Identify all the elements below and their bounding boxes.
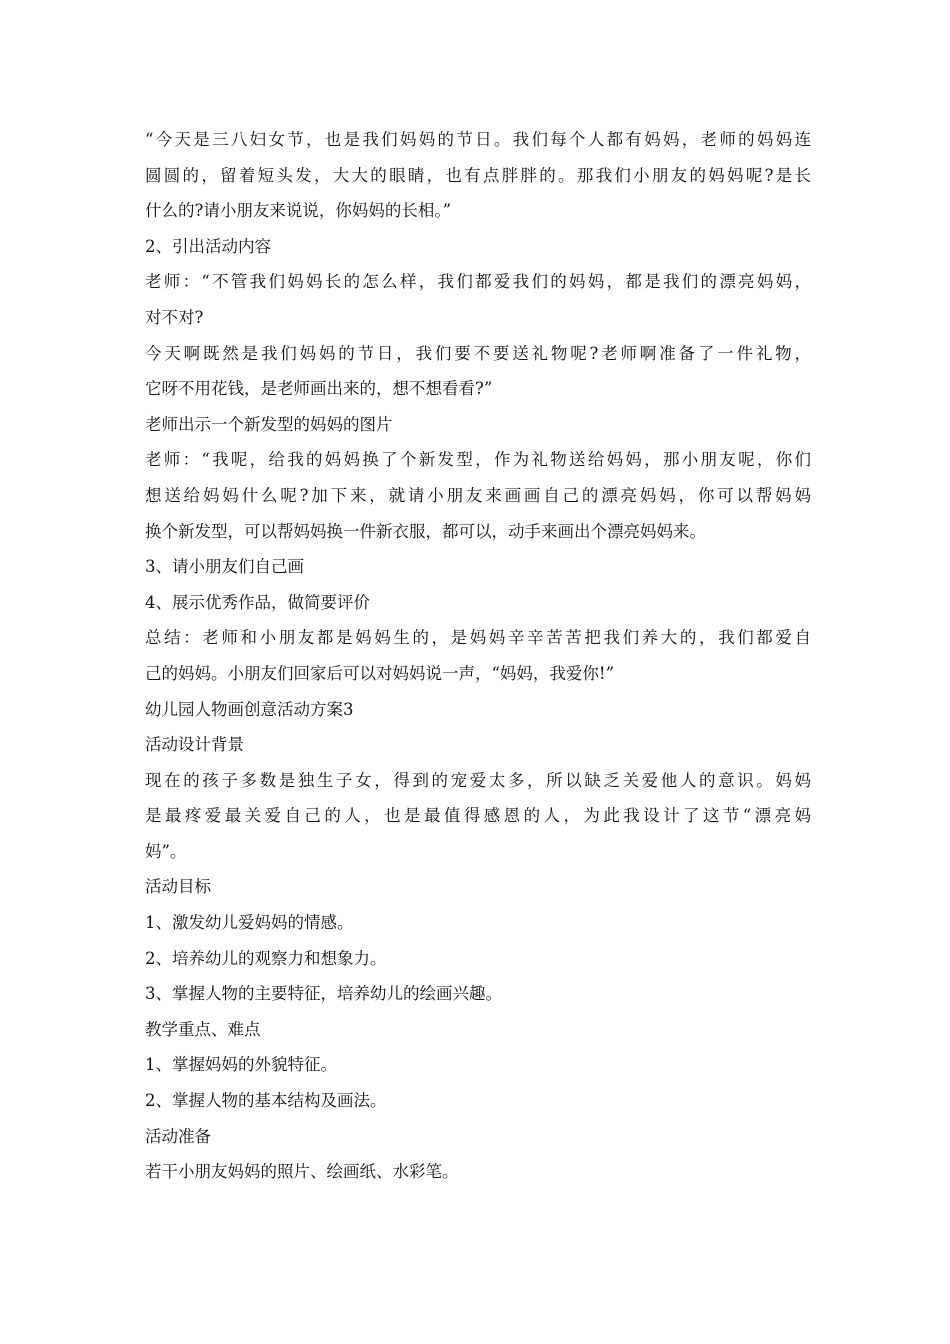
- text-line: 想送给妈妈什么呢?加下来，就请小朋友来画画自己的漂亮妈妈，你可以帮妈妈: [145, 485, 811, 505]
- text-line: 幼儿园人物画创意活动方案3: [145, 699, 354, 719]
- text-line: 换个新发型，可以帮妈妈换一件新衣服，都可以，动手来画出个漂亮妈妈来。: [145, 521, 706, 541]
- text-line: 1、激发幼儿爱妈妈的情感。: [145, 913, 354, 933]
- text-line: 2、引出活动内容: [145, 236, 271, 256]
- text-line: 圆圆的，留着短头发，大大的眼睛，也有点胖胖的。那我们小朋友的妈妈呢?是长: [145, 165, 811, 185]
- text-line: 活动设计背景: [145, 735, 244, 755]
- text-line: 对不对?: [145, 307, 204, 327]
- text-line: 今天啊既然是我们妈妈的节日，我们要不要送礼物呢?老师啊准备了一件礼物，: [145, 343, 811, 363]
- text-line: 老师：“我呢，给我的妈妈换了个新发型，作为礼物送给妈妈，那小朋友呢，你们: [145, 450, 811, 470]
- text-line: “今天是三八妇女节，也是我们妈妈的节日。我们每个人都有妈妈，老师的妈妈连: [145, 130, 811, 149]
- text-line: 它呀不用花钱，是老师画出来的，想不想看看?”: [145, 379, 493, 399]
- text-line: 2、培养幼儿的观察力和想象力。: [145, 948, 387, 968]
- document-page: [145, 122, 811, 1190]
- text-line: 活动准备: [145, 1126, 211, 1146]
- text-line: 总结：老师和小朋友都是妈妈生的，是妈妈辛辛苦苦把我们养大的，我们都爱自: [145, 628, 811, 648]
- text-line: 是最疼爱最关爱自己的人，也是最值得感恩的人，为此我设计了这节“漂亮妈: [145, 806, 811, 826]
- text-line: 己的妈妈。小朋友们回家后可以对妈妈说一声，“妈妈，我爱你!”: [145, 663, 615, 683]
- text-line: 老师出示一个新发型的妈妈的图片: [145, 414, 393, 434]
- text-line: 若干小朋友妈妈的照片、绘画纸、水彩笔。: [145, 1162, 459, 1182]
- text-line: 妈”。: [145, 841, 187, 861]
- text-line: 现在的孩子多数是独生子女，得到的宠爱太多，所以缺乏关爱他人的意识。妈妈: [145, 770, 811, 790]
- text-line: 1、掌握妈妈的外貌特征。: [145, 1055, 337, 1075]
- text-line: 活动目标: [145, 877, 211, 897]
- text-line: 4、展示优秀作品，做简要评价: [145, 592, 370, 612]
- text-line: 教学重点、难点: [145, 1019, 261, 1039]
- text-line: 什么的?请小朋友来说说，你妈妈的长相。”: [145, 201, 452, 221]
- text-line: 老师：“不管我们妈妈长的怎么样，我们都爱我们的妈妈，都是我们的漂亮妈妈，: [145, 272, 811, 292]
- text-line: 3、掌握人物的主要特征，培养幼儿的绘画兴趣。: [145, 984, 502, 1004]
- text-line: 2、掌握人物的基本结构及画法。: [145, 1091, 387, 1111]
- text-line: 3、请小朋友们自己画: [145, 557, 304, 577]
